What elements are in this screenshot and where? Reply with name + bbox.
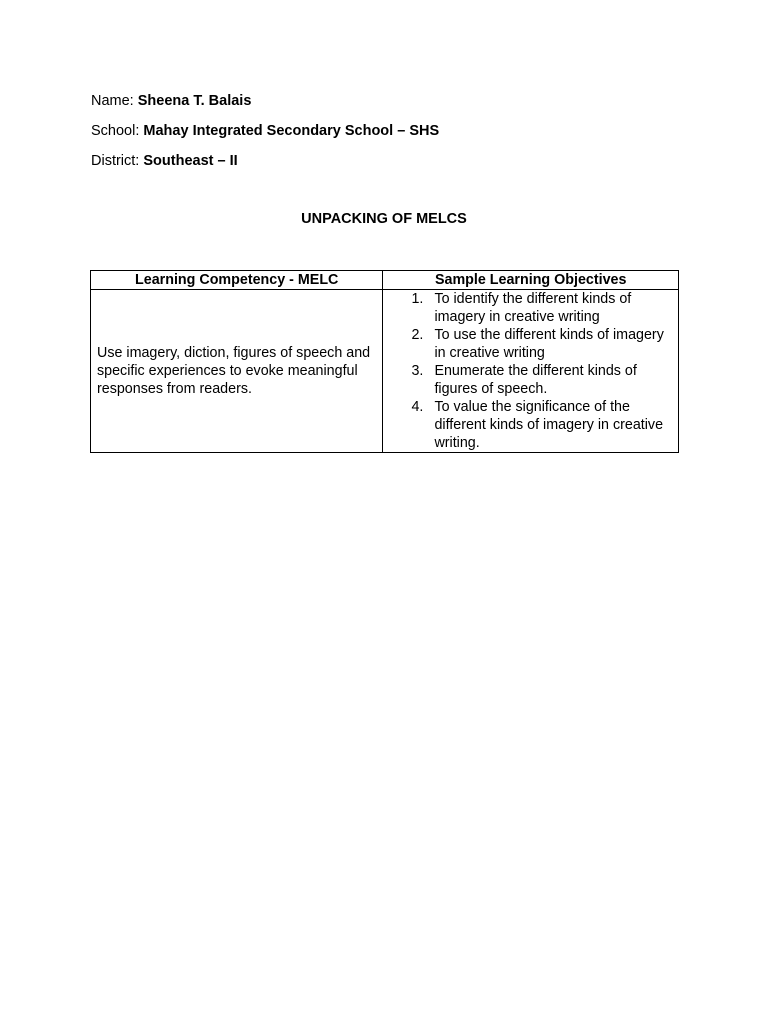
school-value: Mahay Integrated Secondary School – SHS [143, 123, 440, 139]
objective-item [383, 398, 678, 452]
school-line [91, 122, 439, 140]
objective-item [383, 326, 678, 362]
district-value: Southeast – II [143, 153, 238, 169]
district-line [91, 152, 238, 170]
objective-item [383, 290, 678, 326]
objective-text: Enumerate the different kinds of figures of speech. [434, 363, 637, 397]
objective-number: 4. [411, 399, 424, 415]
name-label: Name: [91, 93, 134, 109]
district-label: District: [91, 153, 140, 169]
competency-cell: Use imagery, diction, figures of speech and specific experiences to evoke meaningful responses from readers. [91, 290, 383, 453]
objectives-cell [383, 290, 679, 453]
objective-number: 2. [411, 327, 424, 343]
table-header-row [91, 271, 679, 290]
objective-text: To identify the different kinds of imagery in creative writing [434, 291, 632, 325]
header-learning-competency: Learning Competency - MELC [91, 271, 383, 290]
name-line [91, 92, 251, 110]
name-value: Sheena T. Balais [137, 93, 252, 109]
header-sample-objectives: Sample Learning Objectives [383, 271, 679, 290]
objective-number: 1. [411, 291, 424, 307]
objective-text: To use the different kinds of imagery in creative writing [434, 327, 664, 361]
objective-item [383, 362, 678, 398]
objectives-list [383, 290, 678, 452]
objective-number: 3. [411, 363, 424, 379]
document-title: UNPACKING OF MELCS [301, 211, 467, 227]
school-label: School: [91, 123, 140, 139]
objective-text: To value the significance of the different kinds of imagery in creative writing. [434, 399, 664, 451]
melc-table [90, 270, 679, 453]
table-row [91, 290, 679, 453]
